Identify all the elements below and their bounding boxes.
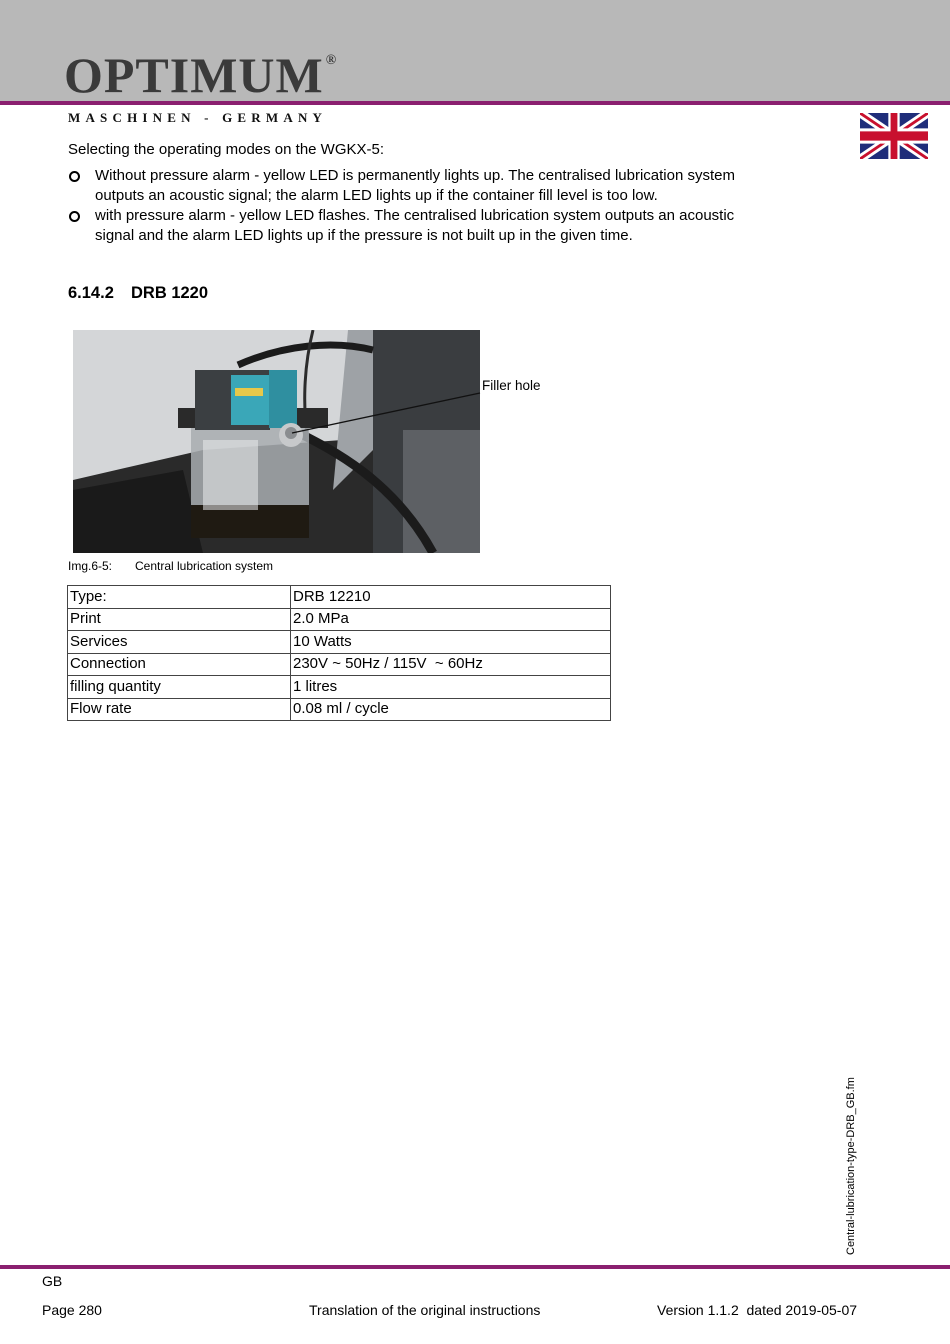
brand-logo: [64, 47, 338, 103]
footer-document-note: Translation of the original instructions: [309, 1302, 541, 1318]
spec-label: Services: [68, 631, 291, 654]
spec-value: DRB 12210: [291, 586, 611, 609]
list-item-text: Without pressure alarm - yellow LED is permanently lights up. The centralised lubrication system outputs an acoustic signal; the alarm LED lights up if the container fill level is too low.: [95, 167, 735, 204]
uk-flag-icon: [860, 113, 928, 159]
table-row: [68, 586, 611, 609]
registered-mark: ®: [325, 53, 338, 68]
figure-caption: [68, 559, 273, 573]
bullet-circle-icon: [69, 211, 80, 222]
spec-label: Flow rate: [68, 698, 291, 721]
section-title: DRB 1220: [131, 284, 209, 302]
footer-version: Version 1.1.2 dated 2019-05-07: [657, 1302, 858, 1318]
spec-value: 230V ~ 50Hz / 115V ~ 60Hz: [291, 653, 611, 676]
table-row: [68, 676, 611, 699]
spec-label: Connection: [68, 653, 291, 676]
filler-hole-callout: Filler hole: [482, 378, 541, 393]
table-row: [68, 653, 611, 676]
spec-value: 10 Watts: [291, 631, 611, 654]
lubrication-system-photo: [73, 330, 480, 553]
list-item: [68, 166, 748, 205]
bullet-circle-icon: [69, 171, 80, 182]
spec-label: Print: [68, 608, 291, 631]
spec-value: 1 litres: [291, 676, 611, 699]
spec-table: [67, 585, 611, 721]
source-filename: Central-lubrication-type-DRB_GB.fm: [845, 1077, 857, 1255]
section-number: 6.14.2: [68, 284, 114, 302]
table-row: [68, 631, 611, 654]
spec-label: Type:: [68, 586, 291, 609]
brand-subtitle: MASCHINEN - GERMANY: [68, 110, 328, 125]
section-heading: [68, 284, 208, 303]
list-item-text: with pressure alarm - yellow LED flashes. The centralised lubrication system outputs an acoustic signal and the alarm LED lights up if the pressure is not built up in the given time.: [95, 207, 735, 244]
footer-rule: [0, 1265, 950, 1269]
list-item: [68, 206, 748, 245]
spec-value: 0.08 ml / cycle: [291, 698, 611, 721]
footer-page-number: Page 280: [42, 1302, 102, 1318]
caption-number: Img.6-5:: [68, 559, 113, 573]
spec-value: 2.0 MPa: [291, 608, 611, 631]
spec-label: filling quantity: [68, 676, 291, 699]
brand-logo-text: OPTIMUM: [64, 47, 324, 103]
mode-list: [68, 166, 748, 246]
table-row: [68, 698, 611, 721]
caption-text: Central lubrication system: [135, 559, 274, 573]
footer-language: GB: [42, 1273, 63, 1289]
intro-text: Selecting the operating modes on the WGKX-5:: [68, 141, 385, 158]
table-row: [68, 608, 611, 631]
